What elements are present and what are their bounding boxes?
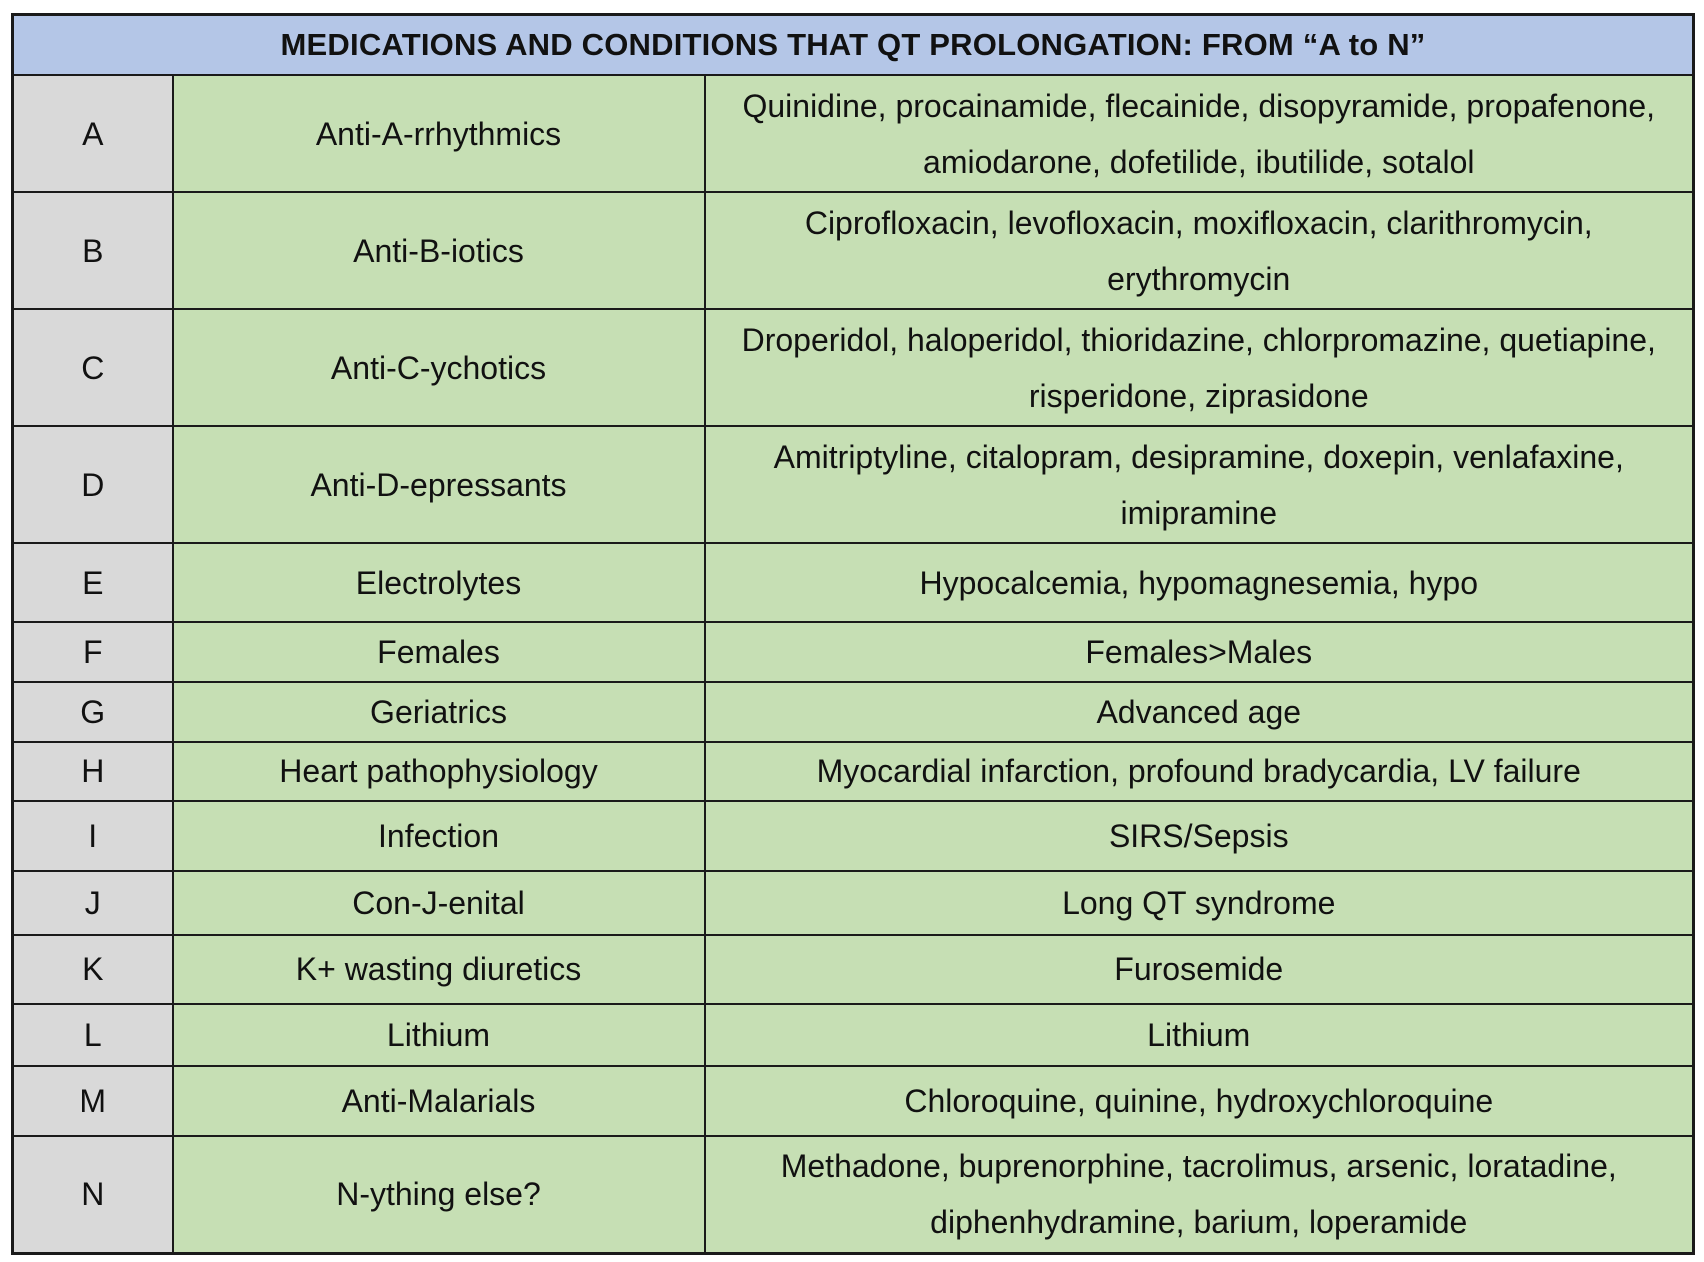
row-examples-cell: Ciprofloxacin, levofloxacin, moxifloxacin, clarithromycin, erythromycin bbox=[705, 192, 1694, 309]
row-letter-cell: I bbox=[13, 801, 173, 871]
table-row bbox=[13, 682, 1694, 742]
row-letter-cell: C bbox=[13, 309, 173, 426]
qt-prolongation-table bbox=[11, 13, 1695, 1255]
row-letter-cell: D bbox=[13, 426, 173, 543]
row-examples-cell: Droperidol, haloperidol, thioridazine, chlorpromazine, quetiapine, risperidone, ziprasidone bbox=[705, 309, 1694, 426]
row-examples-cell: Methadone, buprenorphine, tacrolimus, arsenic, loratadine, diphenhydramine, barium, loperamide bbox=[705, 1136, 1694, 1254]
row-examples-cell: SIRS/Sepsis bbox=[705, 801, 1694, 871]
row-category-cell: Infection bbox=[173, 801, 705, 871]
table-row bbox=[13, 1004, 1694, 1066]
table-row bbox=[13, 426, 1694, 543]
row-examples-cell: Amitriptyline, citalopram, desipramine, doxepin, venlafaxine, imipramine bbox=[705, 426, 1694, 543]
row-category-cell: Anti-B-iotics bbox=[173, 192, 705, 309]
row-examples-cell: Females>Males bbox=[705, 622, 1694, 682]
table-row bbox=[13, 1066, 1694, 1136]
row-category-cell: Anti-C-ychotics bbox=[173, 309, 705, 426]
table-body bbox=[13, 75, 1694, 1254]
row-letter-cell: E bbox=[13, 543, 173, 622]
row-examples-cell: Hypocalcemia, hypomagnesemia, hypo bbox=[705, 543, 1694, 622]
row-category-cell: Con-J-enital bbox=[173, 871, 705, 935]
row-letter-cell: L bbox=[13, 1004, 173, 1066]
row-letter-cell: G bbox=[13, 682, 173, 742]
row-letter-cell: H bbox=[13, 742, 173, 802]
row-examples-cell: Long QT syndrome bbox=[705, 871, 1694, 935]
table-row bbox=[13, 871, 1694, 935]
row-category-cell: Electrolytes bbox=[173, 543, 705, 622]
table-title: MEDICATIONS AND CONDITIONS THAT QT PROLONGATION: FROM “A to N” bbox=[13, 15, 1694, 76]
row-category-cell: Lithium bbox=[173, 1004, 705, 1066]
row-category-cell: Geriatrics bbox=[173, 682, 705, 742]
row-letter-cell: A bbox=[13, 75, 173, 192]
row-category-cell: N-ything else? bbox=[173, 1136, 705, 1254]
row-category-cell: K+ wasting diuretics bbox=[173, 935, 705, 1005]
table-row bbox=[13, 309, 1694, 426]
row-examples-cell: Myocardial infarction, profound bradycardia, LV failure bbox=[705, 742, 1694, 802]
row-category-cell: Females bbox=[173, 622, 705, 682]
row-examples-cell: Chloroquine, quinine, hydroxychloroquine bbox=[705, 1066, 1694, 1136]
table-row bbox=[13, 935, 1694, 1005]
table-row bbox=[13, 192, 1694, 309]
table-row bbox=[13, 801, 1694, 871]
row-category-cell: Anti-D-epressants bbox=[173, 426, 705, 543]
table-row bbox=[13, 742, 1694, 802]
row-category-cell: Heart pathophysiology bbox=[173, 742, 705, 802]
row-letter-cell: N bbox=[13, 1136, 173, 1254]
row-letter-cell: K bbox=[13, 935, 173, 1005]
row-examples-cell: Advanced age bbox=[705, 682, 1694, 742]
row-category-cell: Anti-A-rrhythmics bbox=[173, 75, 705, 192]
row-letter-cell: F bbox=[13, 622, 173, 682]
row-letter-cell: M bbox=[13, 1066, 173, 1136]
row-letter-cell: B bbox=[13, 192, 173, 309]
table-row bbox=[13, 622, 1694, 682]
row-category-cell: Anti-Malarials bbox=[173, 1066, 705, 1136]
table-header-row bbox=[13, 15, 1694, 76]
table-row bbox=[13, 543, 1694, 622]
table-row bbox=[13, 1136, 1694, 1254]
row-examples-cell: Lithium bbox=[705, 1004, 1694, 1066]
row-examples-cell: Furosemide bbox=[705, 935, 1694, 1005]
table-row bbox=[13, 75, 1694, 192]
row-letter-cell: J bbox=[13, 871, 173, 935]
row-examples-cell: Quinidine, procainamide, flecainide, disopyramide, propafenone, amiodarone, dofetilide, ibutilide, sotalol bbox=[705, 75, 1694, 192]
